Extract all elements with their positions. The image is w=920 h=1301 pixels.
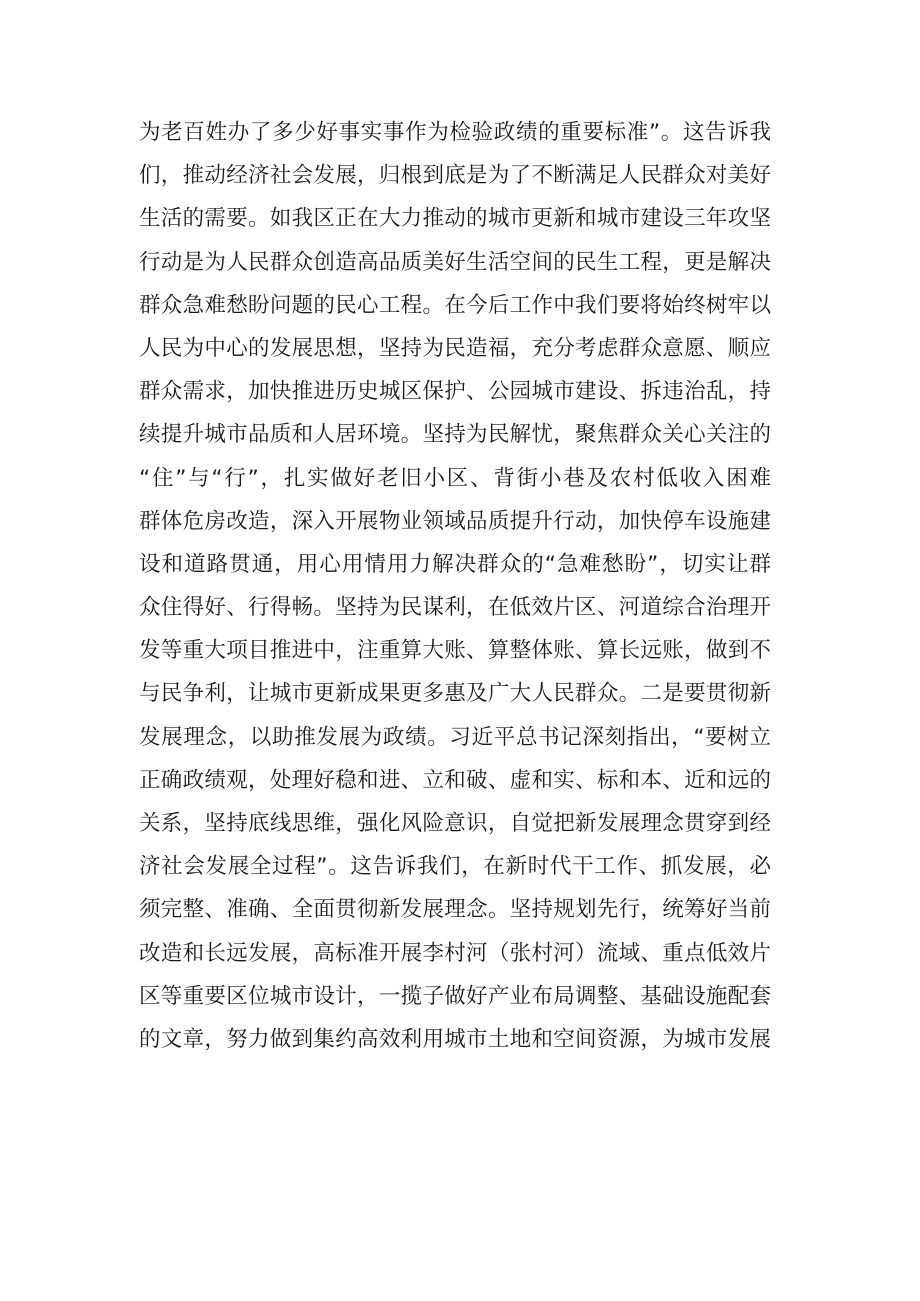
text-line-8: 续提升城市品质和人居环境。坚持为民解忧，聚焦群众关心关注的 [139, 422, 771, 448]
text-line-12: 众住得好、行得畅。坚持为民谋利，在低效片区、河道综合治理开 [139, 595, 771, 621]
text-line-11: 设和道路贯通，用心用情用力解决群众的“急难愁盼”，切实让群 [139, 551, 771, 577]
text-line-5: 群众急难愁盼问题的民心工程。在今后工作中我们要将始终树牢以 [139, 292, 771, 318]
text-line-19: 须完整、准确、全面贯彻新发展理念。坚持规划先行，统筹好当前 [139, 897, 771, 923]
text-line-20: 改造和长远发展，高标准开展李村河（张村河）流域、重点低效片 [139, 940, 771, 966]
text-line-16: 正确政绩观，处理好稳和进、立和破、虚和实、标和本、近和远的 [139, 767, 771, 793]
text-line-14: 与民争利，让城市更新成果更多惠及广大人民群众。二是要贯彻新 [139, 681, 771, 707]
text-line-1: 为老百姓办了多少好事实事作为检验政绩的重要标准”。这告诉我 [139, 120, 771, 145]
text-line-7: 群众需求，加快推进历史城区保护、公园城市建设、拆违治乱，持 [139, 379, 771, 405]
text-line-17: 关系，坚持底线思维，强化风险意识，自觉把新发展理念贯穿到经 [139, 811, 771, 836]
text-line-3: 生活的需要。如我区正在大力推动的城市更新和城市建设三年攻坚 [139, 206, 771, 232]
body-paragraph [139, 111, 771, 1061]
text-line-18: 济社会发展全过程”。这告诉我们，在新时代干工作、抓发展，必 [139, 854, 771, 880]
text-line-15: 发展理念，以助推发展为政绩。习近平总书记深刻指出，“要树立 [139, 724, 771, 750]
text-line-6: 人民为中心的发展思想，坚持为民造福，充分考虑群众意愿、顺应 [139, 335, 771, 361]
text-line-13: 发等重大项目推进中，注重算大账、算整体账、算长远账，做到不 [139, 638, 771, 664]
text-line-9: “住”与“行”，扎实做好老旧小区、背街小巷及农村低收入困难 [139, 465, 771, 491]
text-line-4: 行动是为人民群众创造高品质美好生活空间的民生工程，更是解决 [139, 249, 771, 275]
text-line-21: 区等重要区位城市设计，一揽子做好产业布局调整、基础设施配套 [139, 983, 771, 1009]
text-line-10: 群体危房改造，深入开展物业领域品质提升行动，加快停车设施建 [139, 508, 771, 534]
text-line-22: 的文章，努力做到集约高效利用城市土地和空间资源，为城市发展 [139, 1026, 771, 1052]
text-line-2: 们，推动经济社会发展，归根到底是为了不断满足人民群众对美好 [139, 163, 771, 189]
